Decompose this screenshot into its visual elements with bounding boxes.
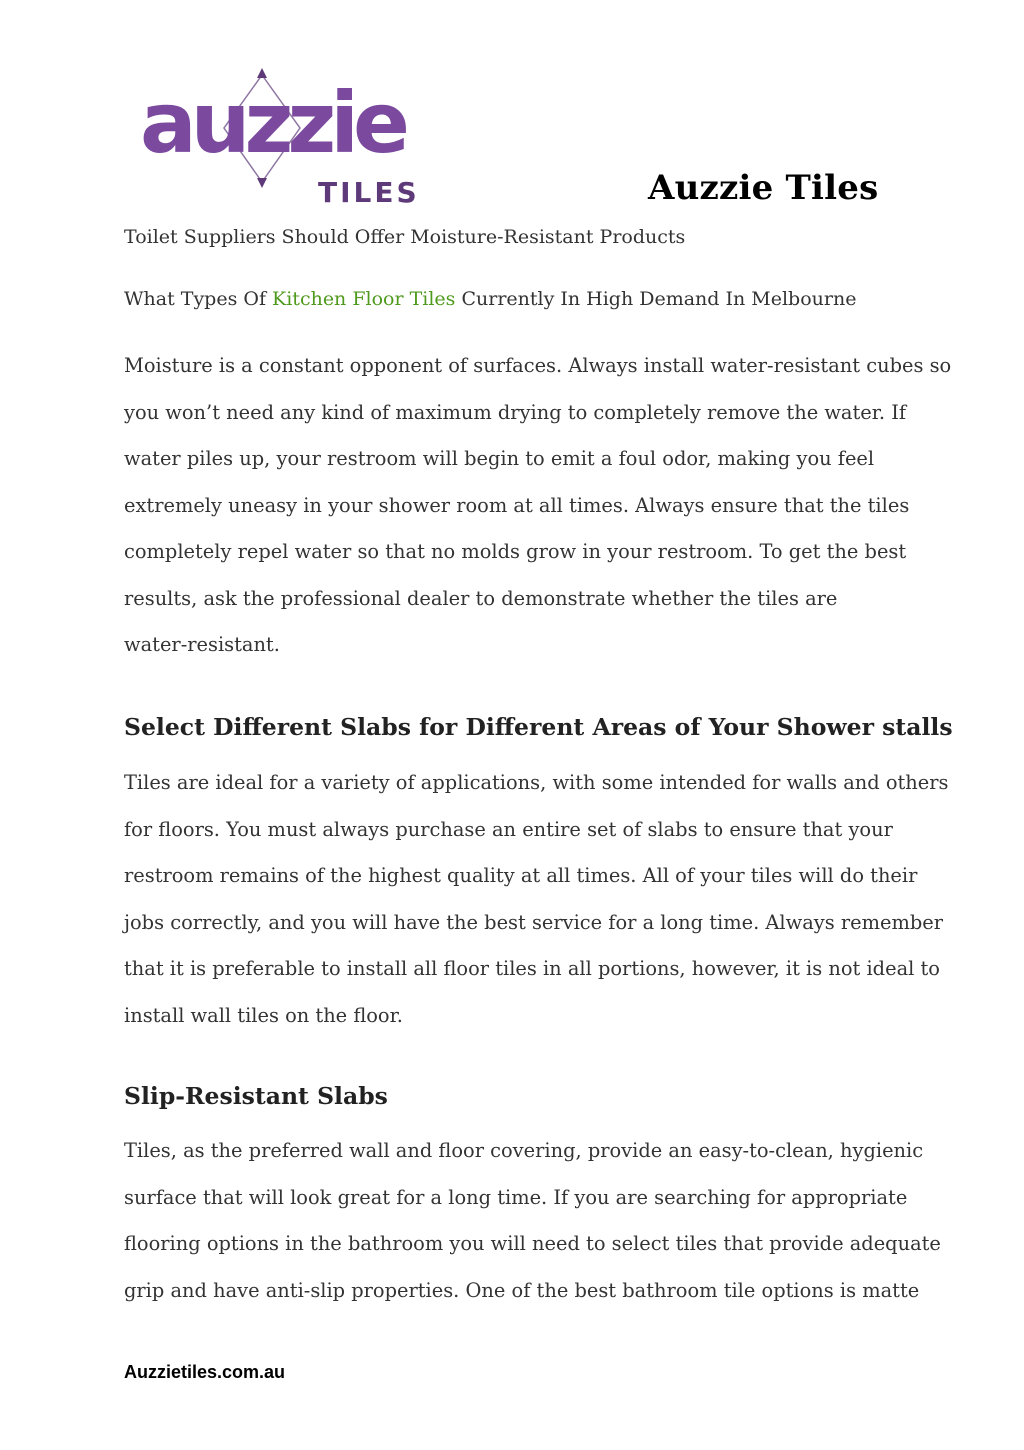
logo-sub-word: TILES [318,176,420,209]
paragraph-line: water-resistant. [124,633,280,656]
intro-line-1: Toilet Suppliers Should Offer Moisture-Resistant Products [124,226,686,248]
intro-line-2 [124,288,856,310]
section-heading-slip-resistant: Slip-Resistant Slabs [124,1082,388,1110]
kitchen-floor-tiles-link[interactable]: Kitchen Floor Tiles [272,288,456,310]
paragraph-line: surface that will look great for a long time. If you are searching for appropriate [124,1185,908,1209]
paragraph-line: Tiles are ideal for a variety of applications, with some intended for walls and others [124,771,949,794]
paragraph-slip-resistant [124,1128,941,1314]
footer-website: Auzzietiles.com.au [124,1362,286,1382]
auzzie-tiles-logo [139,60,420,210]
paragraph-line: completely repel water so that no molds grow in your restroom. To get the best [124,540,907,563]
paragraph-line: that it is preferable to install all floor tiles in all portions, however, it is not ideal to [124,957,940,980]
paragraph-line: Tiles, as the preferred wall and floor covering, provide an easy-to-clean, hygienic [124,1139,924,1162]
paragraph-line: water piles up, your restroom will begin to emit a foul odor, making you feel [124,447,875,470]
logo-brand-word: auzzie [139,74,405,172]
paragraph-line: grip and have anti-slip properties. One of the best bathroom tile options is matte [124,1278,920,1302]
paragraph-line: jobs correctly, and you will have the best service for a long time. Always remember [124,910,944,934]
paragraph-line: install wall tiles on the floor. [124,1003,403,1027]
paragraph-line: you won’t need any kind of maximum drying to completely remove the water. If [124,400,907,424]
paragraph-line: flooring options in the bathroom you will need to select tiles that provide adequate [124,1232,941,1255]
paragraph-line: results, ask the professional dealer to demonstrate whether the tiles are [124,586,838,610]
site-title: Auzzie Tiles [648,168,879,208]
intro-line-2-prefix: What Types Of [124,288,273,310]
logo-graphic [139,60,420,210]
paragraph-line: Moisture is a constant opponent of surfaces. Always install water-resistant cubes so [124,354,952,377]
paragraph-line: restroom remains of the highest quality at all times. All of your tiles will do their [124,864,918,887]
paragraph-line: extremely uneasy in your shower room at all times. Always ensure that the tiles [124,493,910,517]
paragraph-moisture [124,343,952,669]
section-heading-different-slabs: Select Different Slabs for Different Areas of Your Shower stalls [124,713,953,741]
paragraph-line: for floors. You must always purchase an entire set of slabs to ensure that your [124,817,893,841]
paragraph-different-slabs [124,760,949,1039]
intro-line-2-suffix: Currently In High Demand In Melbourne [455,288,857,310]
